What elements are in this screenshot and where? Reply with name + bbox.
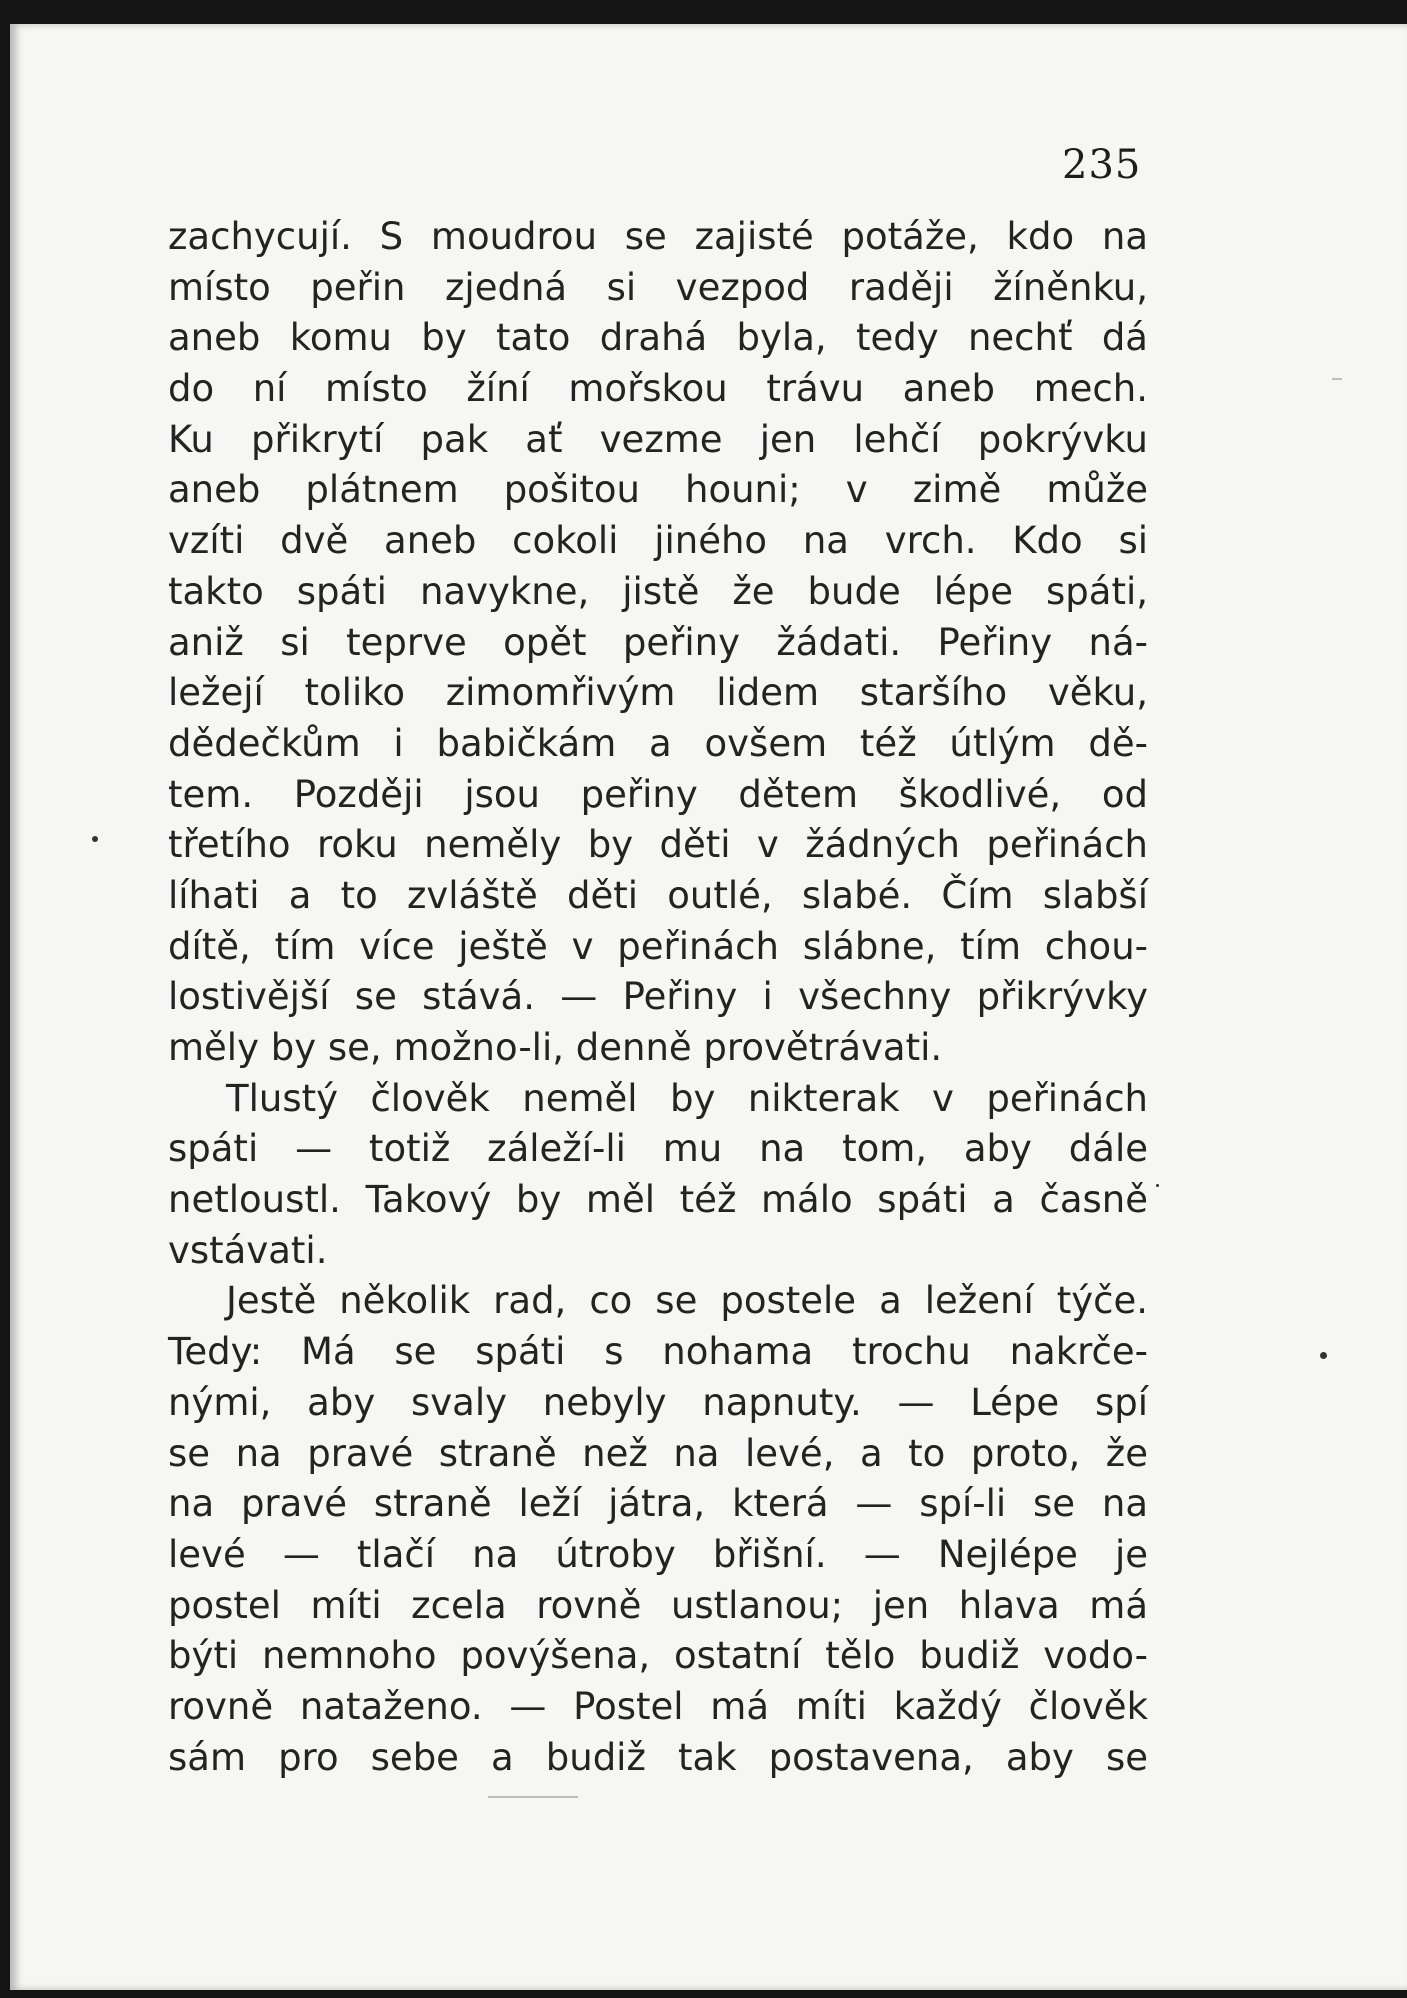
text-line: býti nemnoho povýšena, ostatní tělo budiž vodo- <box>168 1634 1148 1678</box>
text-line: rovně nataženo. — Postel má míti každý člověk <box>168 1684 1148 1728</box>
text-line: nými, aby svaly nebyly napnuty. — Lépe spí <box>168 1380 1148 1424</box>
text-line: Ku přikrytí pak ať vezme jen lehčí pokrývku <box>168 417 1148 461</box>
scan-speck <box>1156 1184 1159 1187</box>
text-line: sám pro sebe a budiž tak postavena, aby se <box>168 1735 1148 1779</box>
text-line: lostivější se stává. — Peřiny i všechny přikrývky <box>168 975 1148 1019</box>
text-line: Tedy: Má se spáti s nohama trochu nakrče- <box>168 1330 1148 1374</box>
text-line: místo peřin zjedná si vezpod raději žíněnku, <box>168 265 1148 309</box>
scan-speck <box>92 836 98 842</box>
text-line: spáti — totiž záleží-li mu na tom, aby dále <box>168 1127 1148 1171</box>
body-text <box>168 212 1148 1783</box>
text-line: dítě, tím více ještě v peřinách slábne, tím chou- <box>168 924 1148 968</box>
text-line: na pravé straně leží játra, která — spí-li se na <box>168 1482 1148 1526</box>
text-line: třetího roku neměly by děti v žádných peřinách <box>168 823 1148 867</box>
page-number: 235 <box>1062 142 1142 188</box>
text-line: aneb komu by tato drahá byla, tedy nechť dá <box>168 316 1148 360</box>
scan-scuff <box>1332 378 1342 380</box>
paragraph-start-line: Jestě několik rad, co se postele a ležení týče. <box>226 1279 1148 1323</box>
text-line: takto spáti navykne, jistě že bude lépe spáti, <box>168 569 1148 613</box>
text-line: se na pravé straně než na levé, a to proto, že <box>168 1431 1148 1475</box>
text-line: vzíti dvě aneb cokoli jiného na vrch. Kdo si <box>168 519 1148 563</box>
text-line: dědečkům i babičkám a ovšem též útlým dě- <box>168 721 1148 765</box>
scan-speck <box>1320 1352 1327 1359</box>
text-line: aniž si teprve opět peřiny žádati. Peřiny ná- <box>168 620 1148 664</box>
text-line: aneb plátnem pošitou houni; v zimě může <box>168 468 1148 512</box>
text-line: levé — tlačí na útroby břišní. — Nejlépe je <box>168 1532 1148 1576</box>
text-line: vstávati. <box>168 1228 328 1272</box>
text-line: líhati a to zvláště děti outlé, slabé. Čím slabší <box>168 873 1148 917</box>
text-line: netloustl. Takový by měl též málo spáti a časně <box>168 1178 1148 1222</box>
scan-scuff <box>488 1796 578 1798</box>
text-line: měly by se, možno-li, denně provětrávati. <box>168 1026 943 1069</box>
text-line: postel míti zcela rovně ustlanou; jen hlava má <box>168 1583 1148 1627</box>
text-line: zachycují. S moudrou se zajisté potáže, kdo na <box>168 215 1148 258</box>
book-page <box>10 24 1407 1990</box>
paragraph-start-line: Tlustý člověk neměl by nikterak v peřinách <box>226 1076 1148 1120</box>
text-line: do ní místo žíní mořskou trávu aneb mech. <box>168 367 1148 411</box>
text-line: tem. Později jsou peřiny dětem škodlivé, od <box>168 772 1148 816</box>
text-line: ležejí toliko zimomřivým lidem staršího věku, <box>168 671 1148 715</box>
